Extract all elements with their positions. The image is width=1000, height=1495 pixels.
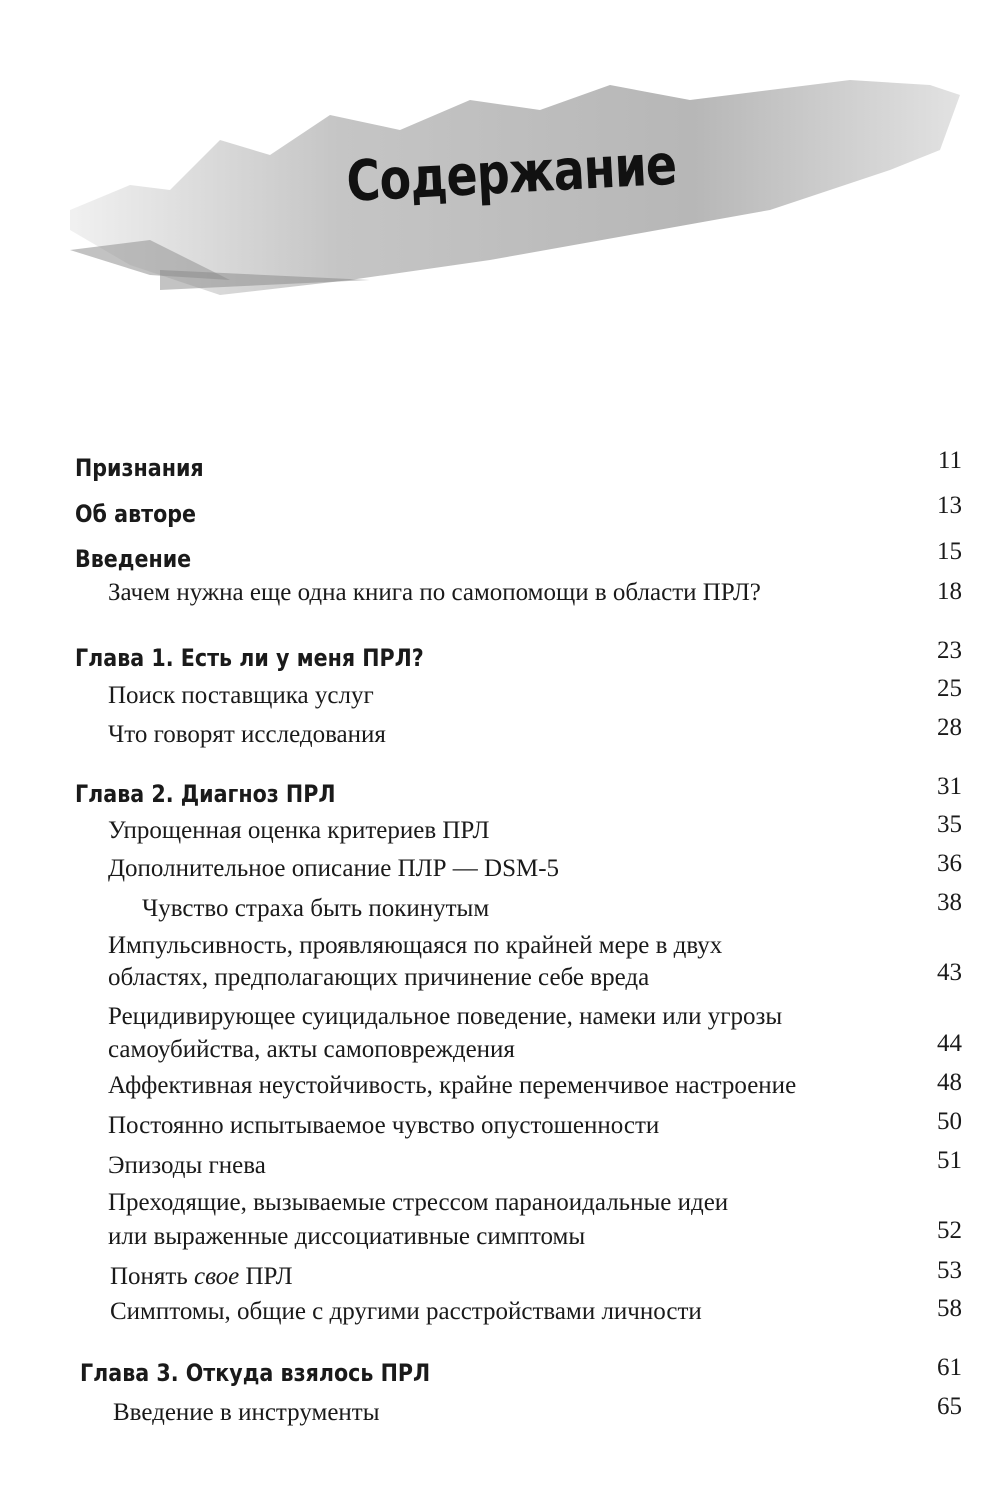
toc-chapter: Глава 3. Откуда взялось ПРЛ	[80, 1359, 431, 1387]
toc-entry	[110, 1260, 293, 1293]
toc-entry-text: Понять	[110, 1263, 195, 1290]
page-number: 58	[937, 1295, 962, 1322]
page-number: 43	[937, 959, 962, 986]
page-number: 36	[937, 850, 962, 877]
toc-entry: Преходящие, вызываемые стрессом параноидальные идеи	[108, 1189, 729, 1216]
page-number: 51	[937, 1147, 962, 1174]
toc-entry: Импульсивность, проявляющаяся по крайней мере в двух	[108, 932, 723, 959]
toc-entry-continued: самоубийства, акты самоповреждения	[108, 1036, 515, 1063]
page-title: Содержание	[345, 132, 678, 215]
page-number: 38	[937, 889, 962, 916]
toc-entry: Рецидивирующее суицидальное поведение, намеки или угрозы	[108, 1003, 783, 1030]
toc-entry: Постоянно испытываемое чувство опустошенности	[108, 1112, 660, 1139]
toc-entry: Зачем нужна еще одна книга по самопомощи в области ПРЛ?	[108, 579, 761, 606]
toc-entry: Упрощенная оценка критериев ПРЛ	[108, 817, 490, 844]
toc-subentry: Чувство страха быть покинутым	[142, 895, 490, 922]
toc-entry: Поиск поставщика услуг	[108, 682, 374, 709]
toc-entry: Дополнительное описание ПЛР — DSM-5	[108, 855, 560, 882]
toc-entry: Симптомы, общие с другими расстройствами личности	[110, 1298, 702, 1325]
page-number: 35	[937, 811, 962, 838]
page-number: 18	[937, 578, 962, 605]
toc-entry-text-end: ПРЛ	[239, 1263, 293, 1290]
page-number: 13	[937, 492, 962, 519]
page-number: 61	[937, 1354, 962, 1381]
toc-heading: Об авторе	[75, 500, 197, 528]
toc-entry-italic: свое	[194, 1263, 240, 1290]
page-number: 53	[937, 1257, 962, 1284]
toc-entry-continued: областях, предполагающих причинение себе вреда	[108, 964, 650, 991]
page-number: 48	[937, 1069, 962, 1096]
toc-entry: Введение в инструменты	[113, 1399, 380, 1426]
toc-entry: Эпизоды гнева	[108, 1152, 266, 1179]
toc-chapter: Глава 1. Есть ли у меня ПРЛ?	[75, 644, 424, 672]
page-number: 50	[937, 1108, 962, 1135]
toc-entry: Что говорят исследования	[108, 721, 386, 748]
page-number: 28	[937, 714, 962, 741]
page-number: 15	[937, 538, 962, 565]
page-number: 44	[937, 1030, 962, 1057]
toc-entry-continued: или выраженные диссоциативные симптомы	[108, 1223, 586, 1250]
toc-heading: Введение	[75, 545, 192, 573]
toc-chapter: Глава 2. Диагноз ПРЛ	[75, 780, 336, 808]
page-number: 25	[937, 675, 962, 702]
page-number: 52	[937, 1217, 962, 1244]
page-number: 11	[937, 447, 962, 474]
toc-entry: Аффективная неустойчивость, крайне переменчивое настроение	[108, 1072, 797, 1099]
toc-heading: Признания	[75, 454, 204, 482]
page-number: 23	[937, 637, 962, 664]
page-number: 31	[937, 773, 962, 800]
page-number: 65	[937, 1393, 962, 1420]
